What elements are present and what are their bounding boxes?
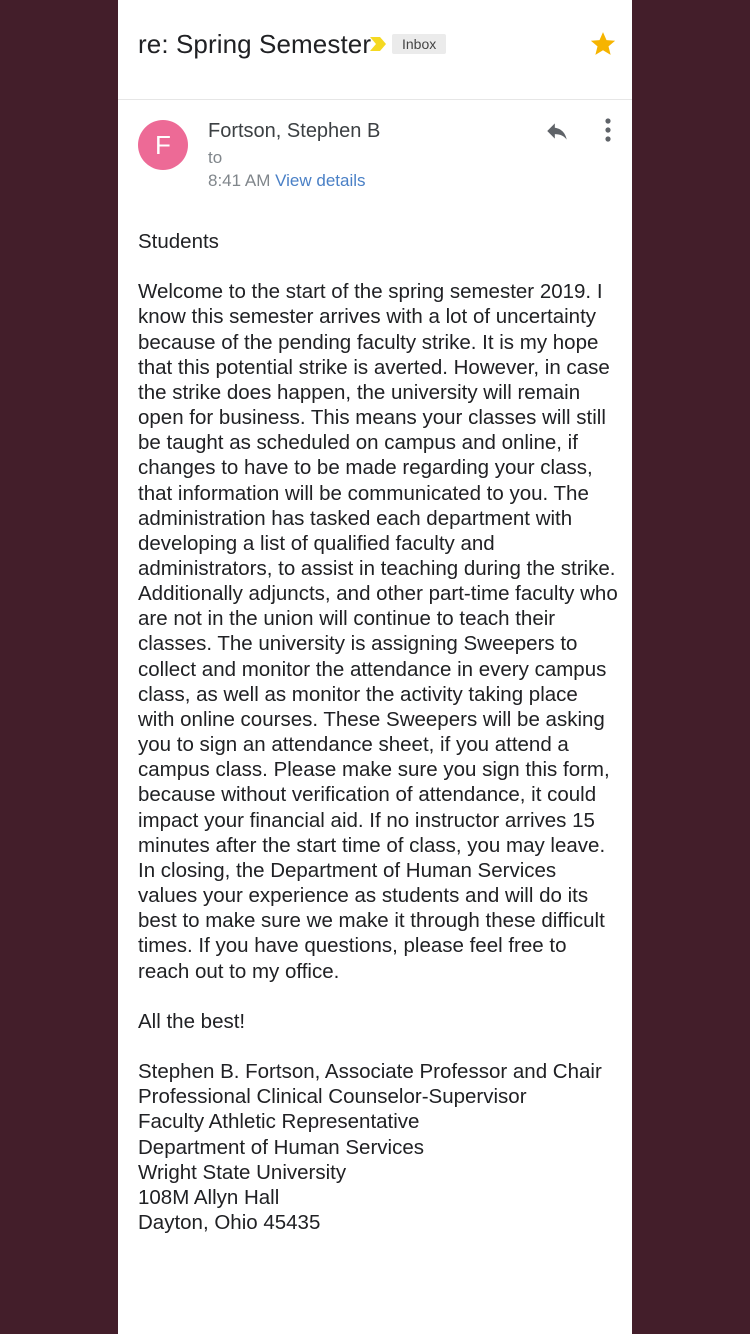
email-body	[138, 229, 618, 1235]
email-sheet	[118, 0, 632, 1334]
recipient-line: to	[208, 148, 223, 167]
subject-header	[118, 0, 632, 100]
sender-name: Fortson, Stephen B	[208, 120, 381, 142]
signature-line: Dayton, Ohio 45435	[138, 1211, 321, 1235]
view-details-link[interactable]: View details	[275, 171, 366, 190]
signature-line: Wright State University	[138, 1160, 347, 1184]
importance-marker-icon[interactable]	[368, 34, 388, 54]
signature-line: Professional Clinical Counselor-Supervisor	[138, 1085, 527, 1109]
more-vert-icon[interactable]	[596, 117, 620, 143]
reply-icon[interactable]	[544, 118, 570, 144]
email-subject: re: Spring Semester	[138, 29, 372, 59]
body-paragraph: Welcome to the start of the spring semester 2019. I know this semester arrives with a lot of uncertainty because of the pending faculty strike. It is my hope that this potential strike is averted. However, in case the strike does happen, the university will remain open for business. This means your classes will still be taught as scheduled on campus and online, if changes to have to be made regarding your class, that information will be communicated to you. The administration has tasked each department with developing a list of qualified faculty and administrators, to assist in teaching during the strike. Additionally adjuncts, and other part-time faculty who are not in the union will continue to teach their classes. The university is assigning Sweepers to collect and monitor the attendance in every campus class, as well as monitor the activity taking place with online courses. These Sweepers will be asking you to sign an attendance sheet, if you attend a campus class. Please make sure you sign this form, because without verification of attendance, it could impact your financial aid. If no instructor arrives 15 minutes after the start time of class, you may leave. In closing, the Department of Human Services values your experience as students and will do its best to make sure we make it through these difficult times. If you have questions, please feel free to reach out to my office.	[138, 280, 618, 983]
star-icon[interactable]	[588, 29, 618, 59]
timestamp-row	[208, 171, 366, 191]
closing: All the best!	[138, 1009, 246, 1033]
greeting: Students	[138, 230, 219, 253]
sender-avatar[interactable]: F	[138, 120, 188, 170]
sent-time: 8:41 AM	[208, 171, 271, 190]
inbox-label-chip[interactable]: Inbox	[392, 34, 446, 54]
signature-line: Stephen B. Fortson, Associate Professor and Chair	[138, 1060, 602, 1084]
signature-line: Faculty Athletic Representative	[138, 1110, 420, 1134]
signature-line: Department of Human Services	[138, 1135, 424, 1159]
signature-line: 108M Allyn Hall	[138, 1185, 280, 1209]
